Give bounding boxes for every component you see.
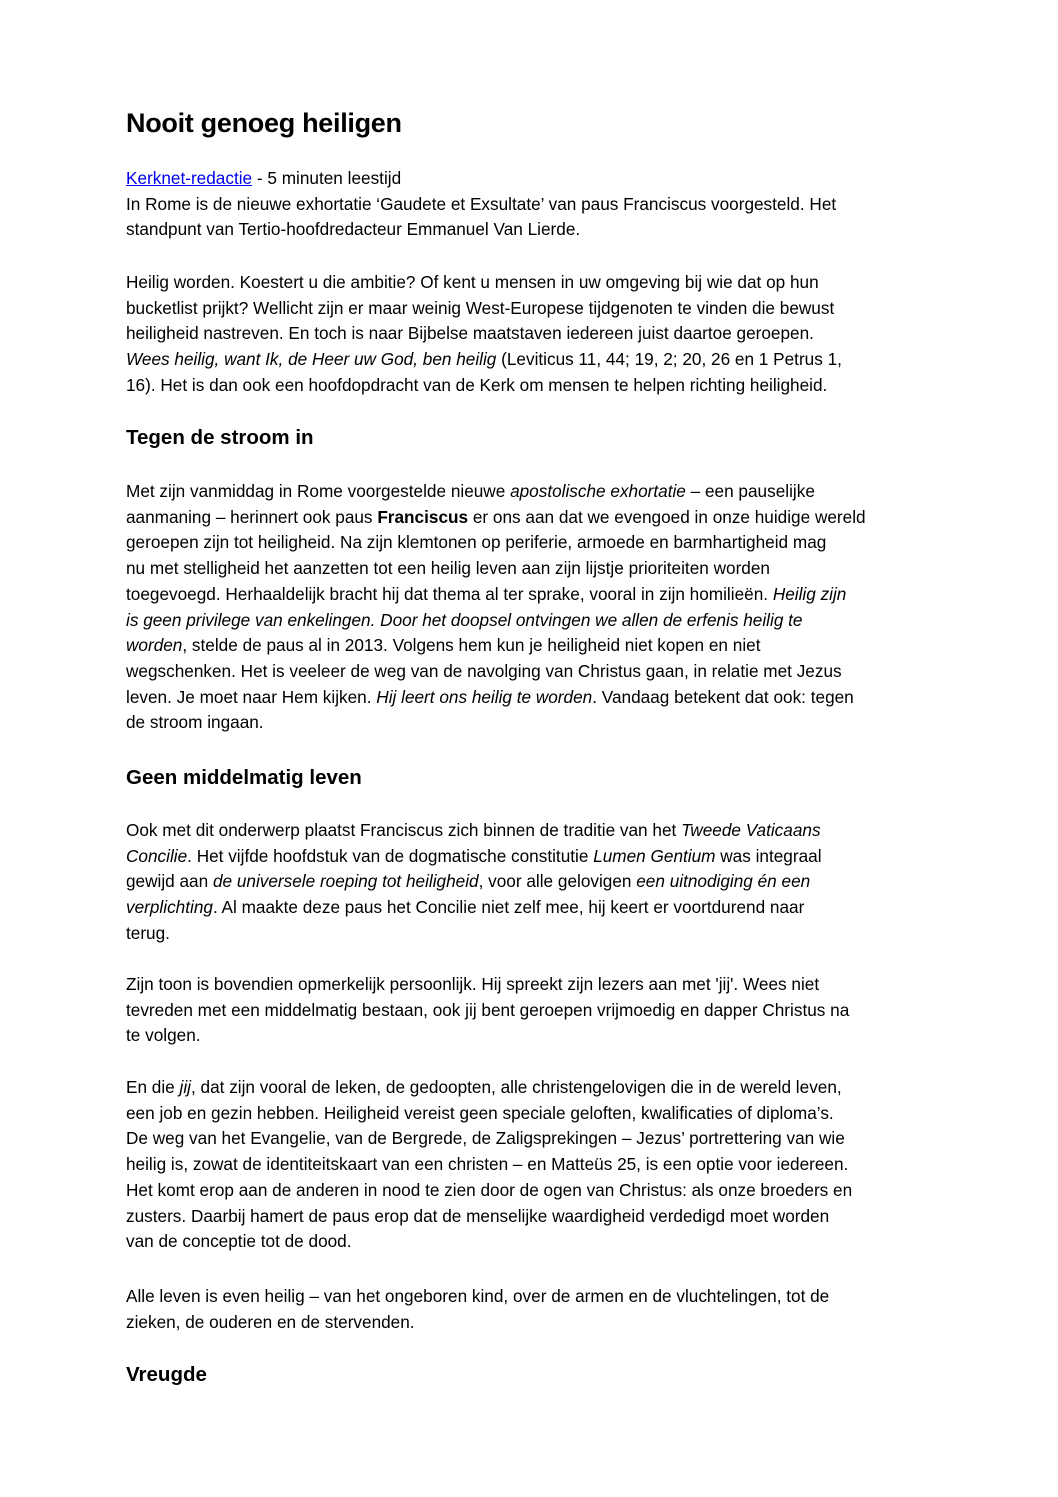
text-line: een job en gezin hebben. Heiligheid vereist geen speciale geloften, kwalificaties of diploma’s. xyxy=(126,1102,834,1123)
heading-tegen-de-stroom-in: Tegen de stroom in xyxy=(126,426,314,449)
intro-line: standpunt van Tertio-hoofdredacteur Emmanuel Van Lierde. xyxy=(126,219,581,240)
text-line: heilig is, zowat de identiteitskaart van een christen – en Matteüs 25, is een optie voor iedereen. xyxy=(126,1154,849,1175)
text-line: bucketlist prijkt? Wellicht zijn er maar weinig West-Europese tijdgenoten te vinden die bewust xyxy=(126,297,835,318)
italic-text: een uitnodiging én een xyxy=(636,871,811,892)
italic-text: Heilig zijn xyxy=(772,583,847,604)
text-line: zieken, de ouderen en de stervenden. xyxy=(126,1311,415,1332)
paragraph-heilig-worden xyxy=(126,270,966,399)
paragraph-tegen-de-stroom xyxy=(126,479,966,736)
text-line: de stroom ingaan. xyxy=(126,712,264,733)
scripture-quote: Wees heilig, want Ik, de Heer uw God, ben heilig xyxy=(126,349,497,370)
byline-separator: - xyxy=(252,168,268,188)
paragraph-concilie xyxy=(126,818,966,947)
paragraph-persoonlijk xyxy=(126,972,966,1049)
italic-text: Concilie xyxy=(126,845,188,866)
text-line: En die xyxy=(126,1077,180,1097)
text-line: zusters. Daarbij hamert de paus erop dat de menselijke waardigheid verdedigd moet worden xyxy=(126,1205,830,1226)
text-line: . Vandaag betekent dat ook: tegen xyxy=(592,686,854,707)
text-line: geroepen zijn tot heiligheid. Na zijn klemtonen op periferie, armoede en barmhartigheid mag xyxy=(126,532,827,553)
text-line: Heilig worden. Koestert u die ambitie? Of kent u mensen in uw omgeving bij wie dat op hun xyxy=(126,272,819,292)
text-line: nu met stelligheid het aanzetten tot een heilig leven aan zijn lijstje prioriteiten worden xyxy=(126,558,770,579)
text-line: Ook met dit onderwerp plaatst Franciscus zich binnen de traditie van het xyxy=(126,820,682,840)
italic-text: Lumen Gentium xyxy=(593,845,716,866)
text-line: De weg van het Evangelie, van de Bergrede, de Zaligsprekingen – Jezus’ portrettering van wie xyxy=(126,1128,845,1149)
text-line: Het komt erop aan de anderen in nood te zien door de ogen van Christus: als onze broeders en xyxy=(126,1179,853,1200)
text-line: heiligheid nastreven. En toch is naar Bijbelse maatstaven iedereen juist daartoe geroepen. xyxy=(126,323,814,344)
text-line: wegschenken. Het is veeleer de weg van de navolging van Christus gaan, in relatie met Jezus xyxy=(126,660,842,681)
italic-text: worden xyxy=(126,635,183,656)
text-line: te volgen. xyxy=(126,1025,201,1046)
text-line: leven. Je moet naar Hem kijken. xyxy=(126,686,377,707)
italic-text: is geen privilege van enkelingen. Door het doopsel ontvingen we allen de erfenis heilig te xyxy=(126,609,803,630)
text-line: – een pauselijke xyxy=(685,481,815,501)
bold-text: Franciscus xyxy=(377,506,469,527)
page-title: Nooit genoeg heiligen xyxy=(126,108,402,138)
text-line: . Al maakte deze paus het Concilie niet zelf mee, hij keert er voortdurend naar xyxy=(212,897,805,918)
paragraph-alle-leven xyxy=(126,1284,966,1335)
text-line: tevreden met een middelmatig bestaan, ook jij bent geroepen vrijmoedig en dapper Christus na xyxy=(126,999,850,1020)
text-line: van de conceptie tot de dood. xyxy=(126,1231,352,1252)
text-line: Zijn toon is bovendien opmerkelijk persoonlijk. Hij spreekt zijn lezers aan met 'jij'. Wees niet xyxy=(126,974,820,994)
intro-line: In Rome is de nieuwe exhortatie ‘Gaudete et Exsultate’ van paus Franciscus voorgesteld. Het xyxy=(126,193,837,214)
byline xyxy=(126,166,966,243)
text-line: , stelde de paus al in 2013. Volgens hem kun je heiligheid niet kopen en niet xyxy=(182,635,761,656)
text-line: gewijd aan xyxy=(126,871,213,892)
heading-geen-middelmatig-leven: Geen middelmatig leven xyxy=(126,766,362,789)
text-line: Met zijn vanmiddag in Rome voorgestelde nieuwe xyxy=(126,481,511,501)
paragraph-leken xyxy=(126,1075,966,1255)
italic-text: verplichting xyxy=(126,897,213,918)
text-line: toegevoegd. Herhaaldelijk bracht hij dat thema al ter sprake, vooral in zijn homilieën. xyxy=(126,583,773,604)
text-line: was integraal xyxy=(715,845,822,866)
text-line: , voor alle gelovigen xyxy=(478,871,637,892)
text-line: 16). Het is dan ook een hoofdopdracht van de Kerk om mensen te helpen richting heiligheid. xyxy=(126,374,828,395)
heading-vreugde: Vreugde xyxy=(126,1363,207,1386)
text-line: er ons aan dat we evengoed in onze huidige wereld xyxy=(468,506,866,527)
text-line: Alle leven is even heilig – van het ongeboren kind, over de armen en de vluchtelingen, tot de xyxy=(126,1286,830,1306)
text-line: aanmaning – herinnert ook paus xyxy=(126,506,378,527)
text-line: . Het vijfde hoofdstuk van de dogmatische constitutie xyxy=(187,845,594,866)
reading-time: 5 minuten leestijd xyxy=(267,168,402,188)
text-line: , dat zijn vooral de leken, de gedoopten, alle christengelovigen die in de wereld leven, xyxy=(190,1077,842,1097)
author-link[interactable]: Kerknet-redactie xyxy=(126,168,253,188)
italic-text: jij xyxy=(179,1077,191,1097)
italic-text: Tweede Vaticaans xyxy=(681,820,821,840)
italic-text: de universele roeping tot heiligheid xyxy=(212,871,479,892)
text-line: terug. xyxy=(126,922,170,943)
italic-text: Hij leert ons heilig te worden xyxy=(376,686,593,707)
text-line: (Leviticus 11, 44; 19, 2; 20, 26 en 1 Petrus 1, xyxy=(496,349,842,370)
italic-text: apostolische exhortatie xyxy=(510,481,686,501)
